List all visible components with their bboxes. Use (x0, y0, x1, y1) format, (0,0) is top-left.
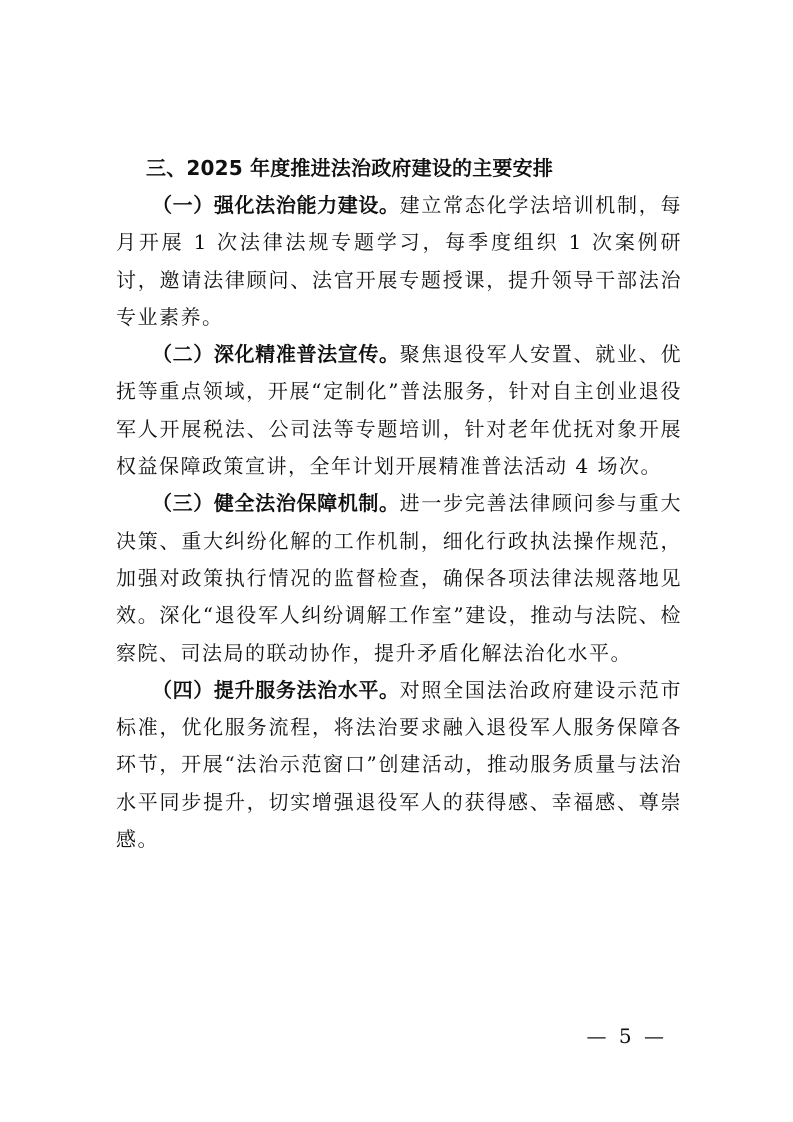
paragraph-4-lead: （四）提升服务法治水平。 (152, 677, 400, 702)
paragraph-3-lead: （三）健全法治保障机制。 (152, 491, 400, 516)
paragraph-1 (116, 187, 682, 336)
section-heading: 三、2025 年度推进法治政府建设的主要安排 (146, 156, 554, 180)
paragraph-1-body: 建立常态化学法培训机制，每月开展 1 次法律法规专题学习，每季度组织 1 次案例研讨，邀请法律顾问、法官开展专题授课，提升领导干部法治专业素养。 (116, 193, 682, 329)
paragraph-2-body: 聚焦退役军人安置、就业、优抚等重点领域，开展“定制化”普法服务，针对自主创业退役军人开展税法、公司法等专题培训，针对老年优抚对象开展权益保障政策宣讲，全年计划开展精准普法活动 4 场次。 (116, 342, 682, 479)
paragraph-1-lead: （一）强化法治能力建设。 (152, 193, 400, 217)
paragraph-2 (116, 336, 682, 485)
paragraph-2-lead: （二）深化精准普法宣传。 (152, 342, 400, 367)
paragraph-3-body: 进一步完善法律顾问参与重大决策、重大纠纷化解的工作机制，细化行政执法操作规范，加强对政策执行情况的监督检查，确保各项法律法规落地见效。深化“退役军人纠纷调解工作室”建设，推动与法院、检察院、司法局的联动协作，提升矛盾化解法治化水平。 (116, 491, 682, 665)
paragraph-3 (116, 485, 682, 671)
paragraph-4 (116, 672, 682, 858)
paragraph-4-body: 对照全国法治政府建设示范市标准，优化服务流程，将法治要求融入退役军人服务保障各环节，开展“法治示范窗口”创建活动，推动服务质量与法治水平同步提升，切实增强退役军人的获得感、幸福感、尊崇感。 (116, 677, 682, 852)
document-body (116, 150, 682, 858)
page-number: — 5 — (586, 1024, 667, 1048)
